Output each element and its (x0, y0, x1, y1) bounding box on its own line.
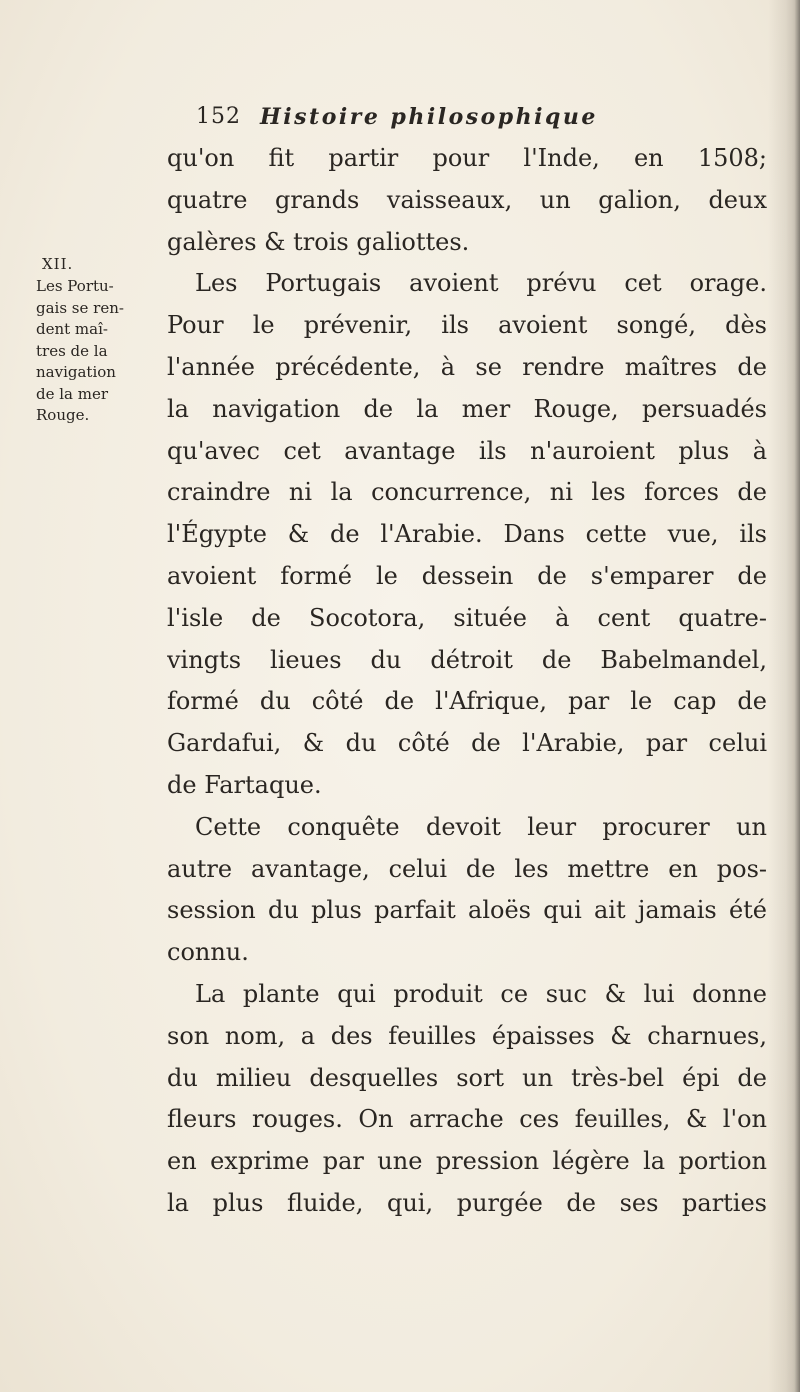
text-line: l'année précédente, à se rendre maîtres de (167, 352, 767, 381)
page-edge-shadow (786, 0, 800, 1392)
text-line: son nom, a des feuilles épaisses & charnues, (167, 1021, 767, 1050)
page-header (196, 104, 756, 138)
text-line: Pour le prévenir, ils avoient songé, dès (167, 311, 767, 340)
margin-note-line: dent maî- (36, 320, 108, 338)
text-line: l'isle de Socotora, située à cent quatre- (167, 603, 767, 632)
margin-note-line: Rouge. (36, 406, 90, 424)
text-line: craindre ni la concurrence, ni les forces de (167, 478, 767, 507)
text-line: quatre grands vaisseaux, un galion, deux (167, 185, 767, 214)
running-title: Histoire philosophique (260, 104, 598, 130)
text-line: vingts lieues du détroit de Babelmandel, (167, 645, 767, 674)
text-line: du milieu desquelles sort un très-bel épi de (167, 1063, 767, 1092)
text-line: qu'avec cet avantage ils n'auroient plus à (167, 436, 767, 465)
margin-note-line: Les Portu- (36, 277, 114, 295)
margin-note-number: XII. (42, 255, 74, 273)
text-line: La plante qui produit ce suc & lui donne (195, 979, 767, 1008)
text-line: la navigation de la mer Rouge, persuadés (167, 394, 767, 423)
margin-note-line: gais se ren- (36, 298, 124, 317)
text-line: autre avantage, celui de les mettre en pos- (167, 854, 767, 883)
text-line: Gardafui, & du côté de l'Arabie, par celui (167, 729, 767, 758)
text-line: en exprime par une pression légère la portion (167, 1147, 767, 1176)
text-line: avoient formé le dessein de s'emparer de (167, 561, 767, 590)
margin-note-line: navigation (36, 363, 116, 381)
text-line: session du plus parfait aloës qui ait jamais été (167, 896, 767, 925)
margin-note (36, 254, 154, 427)
text-line: la plus fluide, qui, purgée de ses parties (167, 1188, 767, 1217)
text-line: galères & trois galiottes. (167, 227, 470, 256)
text-line: connu. (167, 938, 249, 967)
text-line: de Fartaque. (167, 770, 322, 799)
text-line: l'Égypte & de l'Arabie. Dans cette vue, ils (167, 520, 767, 549)
page-number: 152 (196, 104, 241, 129)
text-line: qu'on fit partir pour l'Inde, en 1508; (167, 144, 767, 172)
margin-note-line: de la mer (36, 384, 109, 403)
text-line: Les Portugais avoient prévu cet orage. (195, 269, 767, 298)
text-line: fleurs rouges. On arrache ces feuilles, & l'on (167, 1105, 767, 1134)
margin-note-line: tres de la (36, 341, 108, 360)
text-line: formé du côté de l'Afrique, par le cap de (167, 687, 767, 716)
text-line: Cette conquête devoit leur procurer un (195, 812, 767, 841)
body-text (167, 138, 767, 1225)
